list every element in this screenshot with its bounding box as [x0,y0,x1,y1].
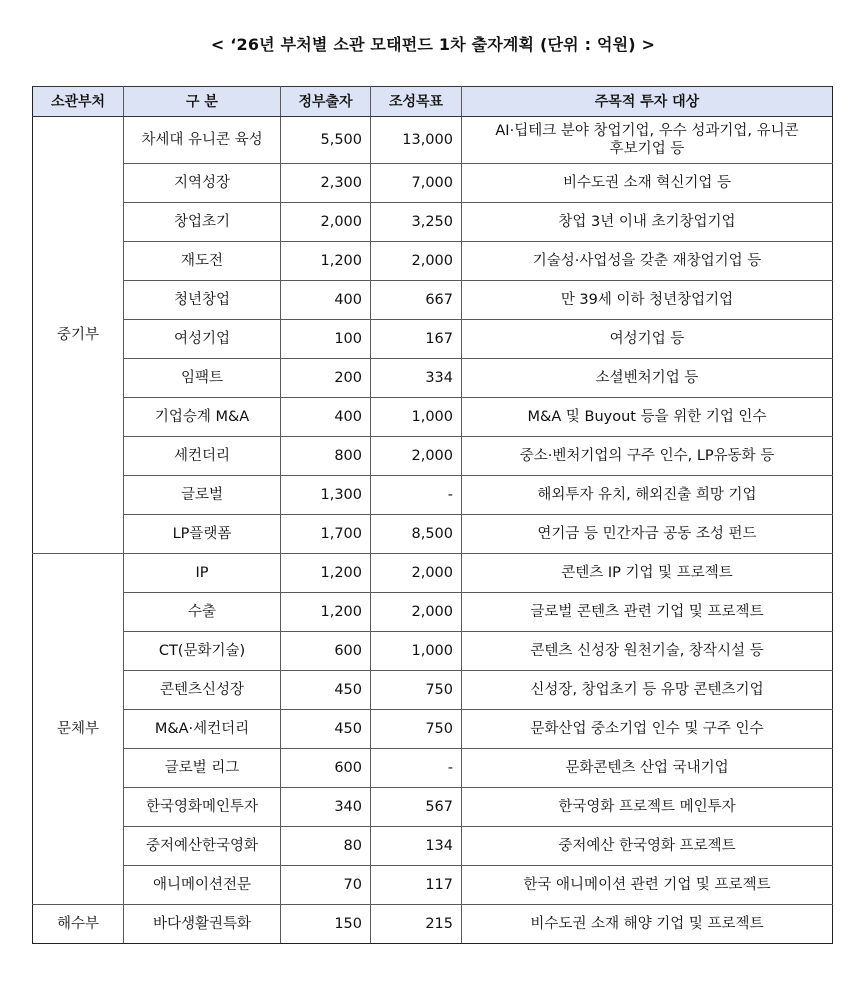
table-row [33,671,833,710]
fund-target-cell: 7,000 [371,164,462,203]
gov-investment-cell: 400 [281,281,371,320]
table-row [33,827,833,866]
investment-target-cell: 소셜벤처기업 등 [462,359,833,398]
table-row [33,710,833,749]
document-title: < ‘26년 부처별 소관 모태펀드 1차 출자계획 (단위 : 억원) > [210,35,656,54]
fund-target-cell: 2,000 [371,593,462,632]
category-cell: 애니메이션전문 [124,866,281,905]
table-row [33,866,833,905]
gov-investment-cell: 1,200 [281,593,371,632]
gov-investment-cell: 600 [281,749,371,788]
ministry-cell: 중기부 [33,117,124,554]
investment-target-cell: 한국 애니메이션 관련 기업 및 프로젝트 [462,866,833,905]
category-cell: 세컨더리 [124,437,281,476]
gov-investment-cell: 100 [281,320,371,359]
investment-target-cell: 콘텐츠 IP 기업 및 프로젝트 [462,554,833,593]
table-row [33,515,833,554]
investment-target-cell: 문화콘텐츠 산업 국내기업 [462,749,833,788]
category-cell: LP플랫폼 [124,515,281,554]
table-row [33,437,833,476]
category-cell: 콘텐츠신성장 [124,671,281,710]
gov-investment-cell: 1,200 [281,554,371,593]
category-cell: 수출 [124,593,281,632]
table-row [33,117,833,164]
table-row [33,398,833,437]
gov-investment-cell: 2,300 [281,164,371,203]
gov-investment-cell: 400 [281,398,371,437]
table-row [33,203,833,242]
category-cell: 지역성장 [124,164,281,203]
category-cell: IP [124,554,281,593]
category-cell: 임팩트 [124,359,281,398]
category-cell: CT(문화기술) [124,632,281,671]
gov-investment-cell: 5,500 [281,117,371,164]
investment-target-cell: 문화산업 중소기업 인수 및 구주 인수 [462,710,833,749]
table-row [33,359,833,398]
gov-investment-cell: 1,300 [281,476,371,515]
table-row [33,281,833,320]
fund-target-cell: 2,000 [371,437,462,476]
fund-target-cell: 215 [371,905,462,944]
investment-target-cell: 여성기업 등 [462,320,833,359]
table-row [33,320,833,359]
fund-target-cell: 3,250 [371,203,462,242]
category-cell: 여성기업 [124,320,281,359]
category-cell: 기업승계 M&A [124,398,281,437]
header-ministry: 소관부처 [33,87,124,117]
investment-target-cell: 비수도권 소재 혁신기업 등 [462,164,833,203]
category-cell: 재도전 [124,242,281,281]
table-row [33,164,833,203]
gov-investment-cell: 800 [281,437,371,476]
fund-target-cell: - [371,749,462,788]
gov-investment-cell: 150 [281,905,371,944]
investment-target-cell: AI·딥테크 분야 창업기업, 우수 성과기업, 유니콘 후보기업 등 [462,117,833,164]
fund-target-cell: 2,000 [371,554,462,593]
investment-target-cell: M&A 및 Buyout 등을 위한 기업 인수 [462,398,833,437]
category-cell: M&A·세컨더리 [124,710,281,749]
fund-target-cell: 750 [371,671,462,710]
gov-investment-cell: 340 [281,788,371,827]
fund-plan-table [32,86,833,944]
fund-target-cell: 334 [371,359,462,398]
fund-target-cell: 117 [371,866,462,905]
table-row [33,788,833,827]
gov-investment-cell: 200 [281,359,371,398]
fund-target-cell: 13,000 [371,117,462,164]
table-row [33,593,833,632]
fund-target-cell: 167 [371,320,462,359]
header-gov-investment: 정부출자 [281,87,371,117]
table-header-row [33,87,833,117]
investment-target-cell: 신성장, 창업초기 등 유망 콘텐츠기업 [462,671,833,710]
fund-target-cell: 567 [371,788,462,827]
fund-target-cell: 750 [371,710,462,749]
investment-target-cell: 한국영화 프로젝트 메인투자 [462,788,833,827]
category-cell: 한국영화메인투자 [124,788,281,827]
investment-target-cell: 창업 3년 이내 초기창업기업 [462,203,833,242]
fund-target-cell: - [371,476,462,515]
category-cell: 글로벌 [124,476,281,515]
category-cell: 중저예산한국영화 [124,827,281,866]
table-row [33,476,833,515]
table-row [33,905,833,944]
category-cell: 차세대 유니콘 육성 [124,117,281,164]
gov-investment-cell: 450 [281,671,371,710]
investment-target-cell: 중저예산 한국영화 프로젝트 [462,827,833,866]
fund-target-cell: 667 [371,281,462,320]
investment-target-cell: 해외투자 유치, 해외진출 희망 기업 [462,476,833,515]
fund-target-cell: 1,000 [371,632,462,671]
investment-target-cell: 비수도권 소재 해양 기업 및 프로젝트 [462,905,833,944]
header-category: 구 분 [124,87,281,117]
investment-target-cell: 기술성·사업성을 갖춘 재창업기업 등 [462,242,833,281]
gov-investment-cell: 1,700 [281,515,371,554]
table-row [33,632,833,671]
gov-investment-cell: 600 [281,632,371,671]
gov-investment-cell: 1,200 [281,242,371,281]
investment-target-cell: 글로벌 콘텐츠 관련 기업 및 프로젝트 [462,593,833,632]
category-cell: 바다생활권특화 [124,905,281,944]
gov-investment-cell: 2,000 [281,203,371,242]
category-cell: 글로벌 리그 [124,749,281,788]
table-row [33,554,833,593]
category-cell: 창업초기 [124,203,281,242]
investment-target-cell: 콘텐츠 신성장 원천기술, 창작시설 등 [462,632,833,671]
fund-target-cell: 8,500 [371,515,462,554]
gov-investment-cell: 80 [281,827,371,866]
table-row [33,242,833,281]
fund-target-cell: 2,000 [371,242,462,281]
header-investment-target: 주목적 투자 대상 [462,87,833,117]
investment-target-cell: 중소·벤처기업의 구주 인수, LP유동화 등 [462,437,833,476]
ministry-cell: 해수부 [33,905,124,944]
gov-investment-cell: 70 [281,866,371,905]
investment-target-cell: 연기금 등 민간자금 공동 조성 펀드 [462,515,833,554]
gov-investment-cell: 450 [281,710,371,749]
fund-target-cell: 1,000 [371,398,462,437]
table-row [33,749,833,788]
header-fund-target: 조성목표 [371,87,462,117]
investment-target-cell: 만 39세 이하 청년창업기업 [462,281,833,320]
category-cell: 청년창업 [124,281,281,320]
fund-target-cell: 134 [371,827,462,866]
ministry-cell: 문체부 [33,554,124,905]
